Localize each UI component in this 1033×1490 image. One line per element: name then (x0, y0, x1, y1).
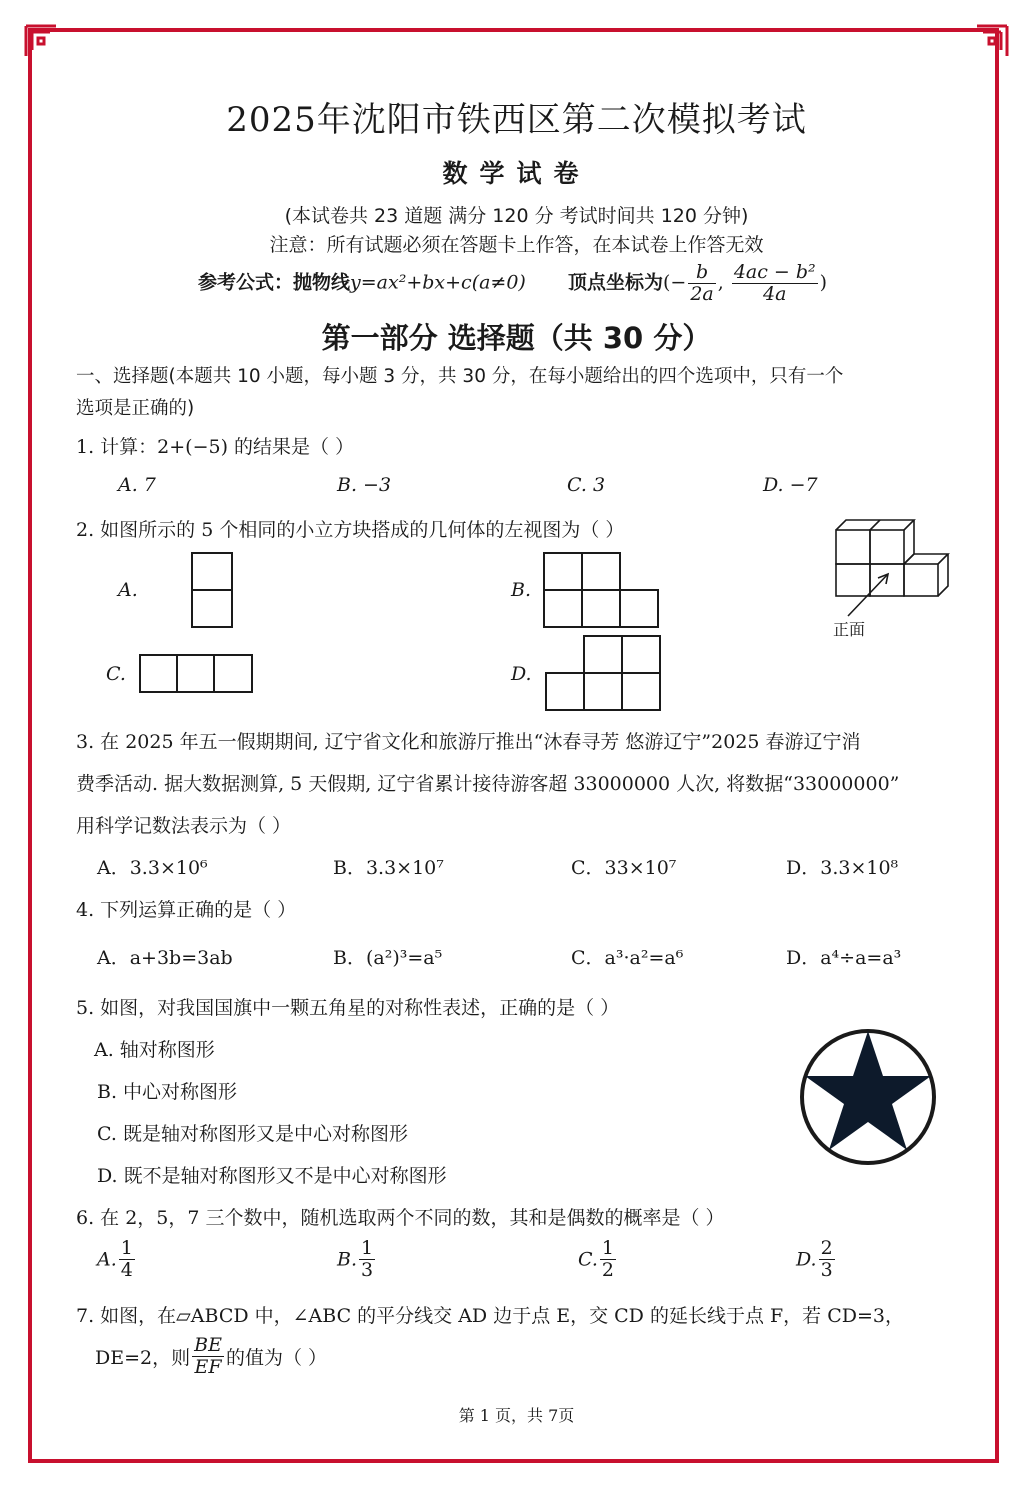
q6-a-den: 4 (120, 1258, 133, 1281)
q1-stem: 1. 计算：2+(−5) 的结果是（ ） (76, 436, 355, 458)
q6-a-num: 1 (120, 1237, 133, 1259)
q3-stem-line3: 用科学记数法表示为（ ） (76, 815, 292, 837)
part-heading: 第一部分 选择题（共 30 分） (321, 321, 712, 355)
section-instruction-line2: 选项是正确的) (76, 398, 195, 419)
vertex-y-den: 4a (763, 282, 787, 305)
exam-info: (本试卷共 23 道题 满分 120 分 考试时间共 120 分钟) (284, 205, 749, 227)
q1-option-d: D. −7 (763, 474, 818, 496)
q6-option-b-label: B. (337, 1248, 358, 1271)
section-instruction-line1: 一、选择题(本题共 10 小题，每小题 3 分，共 30 分，在每小题给出的四个选项中，只有一个 (76, 366, 844, 387)
q6-option-d-fraction (819, 1238, 835, 1281)
q6-option-a-label: A. (97, 1248, 117, 1271)
q3-option-d: D．3.3×10⁸ (786, 857, 899, 879)
q2-cube-solid-figure (830, 516, 954, 620)
q5-star-figure (797, 1026, 939, 1168)
q4-option-c: C．a³·a²=a⁶ (571, 947, 684, 969)
q3-option-b: B．3.3×10⁷ (333, 857, 444, 879)
q6-b-den: 3 (361, 1258, 374, 1281)
q1-option-c: C. 3 (567, 474, 606, 496)
vertex-y-num: 4ac − b² (733, 261, 816, 283)
exam-title: 2025年沈阳市铁西区第二次模拟考试 (226, 100, 807, 140)
q3-option-c: C．33×10⁷ (571, 857, 677, 879)
reference-formula (198, 262, 827, 305)
q2-option-c-label: C. (106, 663, 126, 685)
q2-front-label: 正面 (833, 620, 866, 639)
exam-notice: 注意：所有试题必须在答题卡上作答，在本试卷上作答无效 (269, 234, 764, 256)
exam-subtitle: 数学试卷 (442, 159, 591, 188)
q4-option-d: D．a⁴÷a=a³ (786, 947, 902, 969)
q3-stem-line1: 3. 在 2025 年五一假期期间, 辽宁省文化和旅游厅推出“沐春寻芳 悠游辽宁”2025 春游辽宁消 (76, 731, 861, 753)
vertex-y-fraction (732, 262, 818, 305)
q5-option-a: A. 轴对称图形 (94, 1039, 215, 1061)
vertex-close: ) (819, 271, 828, 294)
page-number: 第 1 页，共 7页 (458, 1406, 575, 1425)
q6-option-a (97, 1238, 137, 1281)
q2-option-c-figure (138, 653, 254, 694)
vertex-comma: , (717, 271, 724, 294)
q7-ratio-fraction (192, 1335, 224, 1378)
q2-option-b-label: B. (511, 579, 532, 601)
q2-stem: 2. 如图所示的 5 个相同的小立方块搭成的几何体的左视图为（ ） (76, 519, 625, 541)
q2-option-d-label: D. (511, 663, 532, 685)
q6-c-den: 2 (601, 1258, 614, 1281)
corner-ornament-top-right (975, 24, 1009, 58)
q2-option-a-figure (190, 551, 234, 629)
q6-option-c (578, 1238, 618, 1281)
vertex-x-num: b (688, 262, 715, 284)
q6-option-d (796, 1238, 837, 1281)
q6-d-num: 2 (820, 1237, 833, 1259)
q5-option-d: D. 既不是轴对称图形又不是中心对称图形 (97, 1165, 447, 1187)
q6-option-b (337, 1238, 377, 1281)
q3-option-a: A．3.3×10⁶ (97, 857, 208, 879)
q6-option-a-fraction (119, 1238, 135, 1281)
q6-option-b-fraction (359, 1238, 375, 1281)
q5-option-b: B. 中心对称图形 (97, 1081, 238, 1103)
vertex-label: 顶点坐标为 (567, 271, 663, 294)
q7-ratio-num: BE (194, 1334, 222, 1356)
q6-stem: 6. 在 2，5，7 三个数中，随机选取两个不同的数，其和是偶数的概率是（ ） (76, 1207, 725, 1229)
formula-equation: y=ax²+bx+c(a≠0) (350, 271, 526, 294)
corner-ornament-top-left (24, 24, 58, 58)
q5-stem: 5. 如图，对我国国旗中一颗五角星的对称性表述，正确的是（ ） (76, 997, 620, 1019)
q7-stem-line1: 7. 如图，在▱ABCD 中，∠ABC 的平分线交 AD 边于点 E，交 CD 的延长线于点 F，若 CD=3， (76, 1305, 904, 1327)
q7-stem-line2 (95, 1335, 327, 1378)
q5-option-c: C. 既是轴对称图形又是中心对称图形 (97, 1123, 408, 1145)
q6-b-num: 1 (361, 1237, 374, 1259)
formula-label: 参考公式：抛物线 (198, 271, 351, 294)
vertex-x-den: 2a (690, 282, 714, 305)
q6-c-num: 1 (601, 1237, 614, 1259)
q6-option-d-label: D. (796, 1248, 817, 1271)
q7-ratio-den: EF (194, 1355, 222, 1378)
q1-option-a: A. 7 (118, 474, 156, 496)
q4-option-b: B．(a²)³=a⁵ (333, 947, 443, 969)
vertex-x-fraction (688, 262, 715, 305)
q2-option-a-label: A. (118, 579, 138, 601)
q1-option-b: B. −3 (337, 474, 392, 496)
q4-stem: 4. 下列运算正确的是（ ） (76, 899, 297, 921)
q6-option-c-label: C. (578, 1248, 598, 1271)
q3-stem-line2: 费季活动. 据大数据测算, 5 天假期, 辽宁省累计接待游客超 33000000 人次, 将数据“33000000” (76, 773, 900, 795)
q6-d-den: 3 (820, 1258, 833, 1281)
q6-option-c-fraction (600, 1238, 616, 1281)
vertex-open: (− (662, 271, 687, 294)
q7-ask: 的值为（ ） (225, 1346, 328, 1369)
q4-option-a: A．a+3b=3ab (97, 947, 233, 969)
q2-option-d-figure (544, 634, 662, 712)
q7-given: DE=2，则 (95, 1346, 191, 1369)
q2-option-b-figure (542, 551, 660, 629)
